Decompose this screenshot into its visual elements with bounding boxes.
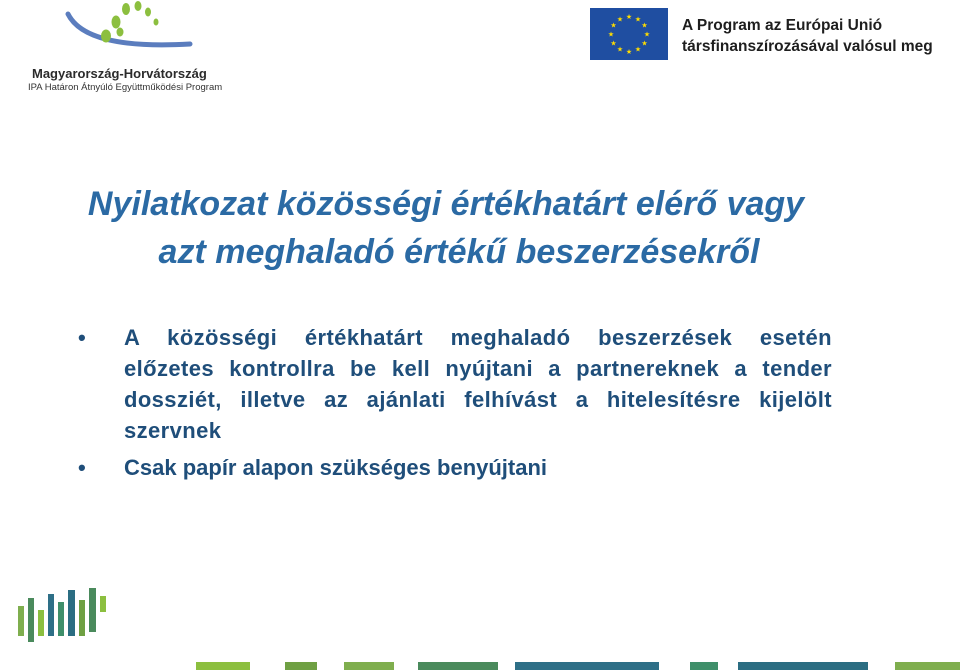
svg-text:★: ★ — [616, 45, 624, 54]
bullet-text: Csak papír alapon szükséges benyújtani — [124, 455, 548, 480]
eu-logo — [590, 8, 933, 63]
footer-strip — [690, 662, 718, 670]
svg-text:★: ★ — [607, 30, 615, 39]
bar-pattern-logo-icon — [14, 584, 124, 646]
bullet-item — [72, 452, 832, 483]
footer-strip — [418, 662, 498, 670]
bullet-list — [72, 322, 832, 483]
bullet-icon: • — [78, 455, 86, 480]
title-line-1: Nyilatkozat közösségi értékhatárt elérő vagy — [87, 185, 805, 223]
footer-strip — [285, 662, 317, 670]
eu-cofinancing-text — [682, 15, 933, 57]
slide-title — [0, 180, 892, 276]
eu-text-line-1: A Program az Európai Unió — [682, 17, 883, 34]
svg-text:★: ★ — [634, 15, 642, 24]
svg-text:★: ★ — [641, 39, 648, 48]
program-subtitle: IPA Határon Átnyúló Együttműködési Program — [28, 82, 223, 93]
program-logo-icon — [60, 0, 210, 62]
program-name: Magyarország-Horvátország — [32, 66, 207, 81]
svg-text:★: ★ — [625, 48, 633, 56]
footer-strip — [515, 662, 659, 670]
title-line-2: azt meghaladó értékű beszerzésekről — [158, 233, 760, 271]
eu-flag-icon — [590, 8, 668, 60]
footer-strip — [196, 662, 250, 670]
eu-text-line-2: társfinanszírozásával valósul meg — [682, 38, 933, 55]
bullet-item — [72, 322, 832, 446]
svg-text:★: ★ — [610, 21, 617, 30]
bullet-text: A közösségi értékhatárt meghaladó beszerzések esetén előzetes kontrollra be kell nyújtani a partnereknek a tender dossziét, illetve az ajánlati felhívást a hitelesítésre kijelölt szervnek — [124, 325, 832, 443]
program-logo — [20, 0, 230, 100]
svg-text:★: ★ — [610, 39, 617, 48]
footer-strip — [344, 662, 394, 670]
svg-text:★: ★ — [616, 15, 624, 24]
bullet-icon: • — [78, 325, 87, 350]
svg-text:★: ★ — [643, 30, 651, 39]
footer-strip — [738, 662, 868, 670]
footer-strip — [895, 662, 960, 670]
svg-text:★: ★ — [625, 13, 633, 21]
svg-text:★: ★ — [641, 21, 648, 30]
footer-decoration — [0, 580, 960, 670]
svg-text:★: ★ — [634, 45, 642, 54]
